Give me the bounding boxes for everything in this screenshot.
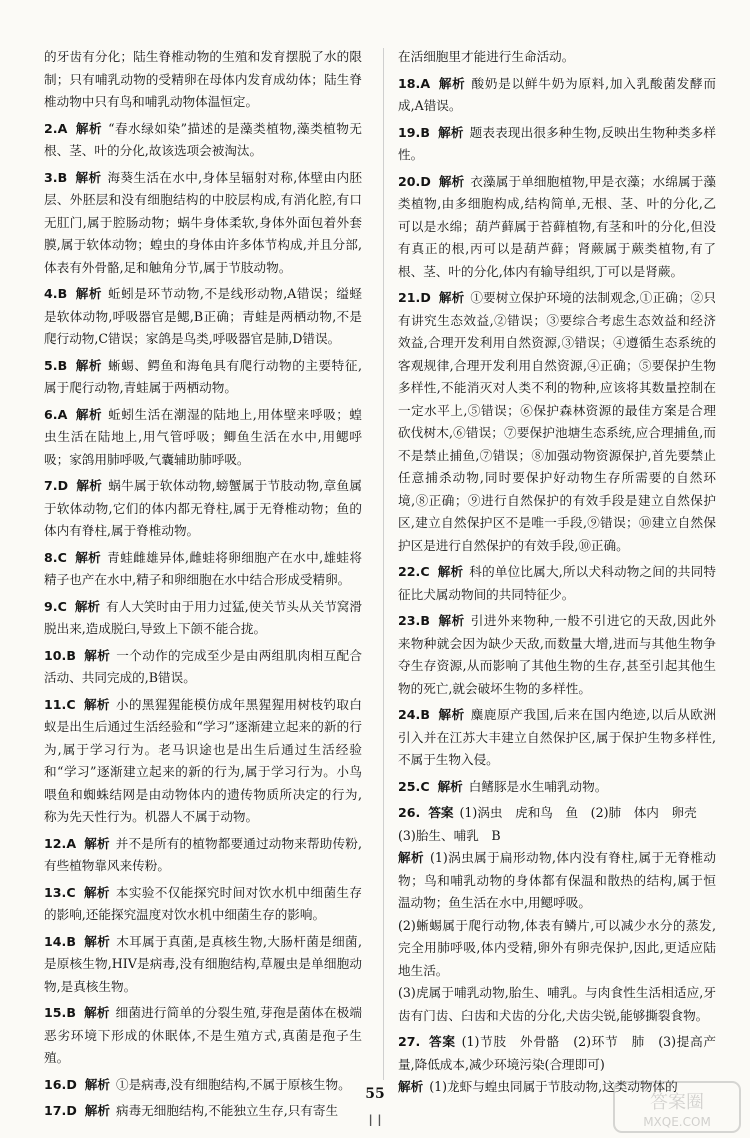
analysis-text: 细菌进行简单的分裂生殖,芽孢是菌体在极端恶劣环境下形成的休眠体,不是生殖方式,真菌是孢子生殖。 [44,1005,362,1065]
analysis-label: 解析 [83,933,111,949]
analysis-text: 引进外来物种,一般不引进它的天敌,因此外来物种就会因为缺少天敌,而数量大增,进而与其他生物争夺生存资源,从而影响了其他生物的生存,甚至引起其他生物的死亡,就会破坏生物的多样性。 [398,613,717,696]
question-19 [398,122,716,167]
answer-choice: B [420,707,430,722]
answer-choice: C [66,696,76,712]
analysis-label: 解析 [76,478,103,493]
continued-text [398,46,716,69]
answer-choice: B [420,613,430,628]
analysis-text: 本实验不仅能探究时间对饮水机中细菌生存的影响,还能探究温度对饮水机中细菌生存的影响。 [44,884,363,922]
answer-choice: D [420,290,431,305]
analysis-text: 木耳属于真菌,是真核生物,大肠杆菌是细菌,是原核生物,HIV是病毒,没有细胞结构,草履虫是单细胞动物,是真核生物。 [44,933,363,994]
question-22 [398,561,716,606]
analysis-label: 解析 [84,1076,110,1092]
analysis-label: 解析 [75,169,102,185]
question-number: 18. [398,75,421,91]
analysis-label: 解析 [438,173,465,189]
question-5 [44,355,362,400]
analysis-label: 解析 [438,75,466,91]
question-number: 21. [398,290,421,305]
question-23 [398,610,716,700]
answer-choice: C [66,884,76,900]
left-column [44,46,362,1127]
question-3 [44,167,362,280]
answer-choice: A [57,406,68,422]
analysis-text: 小的黑猩猩能模仿成年黑猩猩用树枝钓取白蚁是出生后通过生活经验和“学习”逐渐建立起来的新的行为,属于学习行为。老马识途也是出生后通过生活经验和“学习”逐渐建立起来的新的行为,属于学习行为。小鸟喂鱼和蜘蛛结网是由动物体内的遗传物质所决定的行为,称为先天性行为。机器人不属于动物。 [44,696,363,824]
bottom-mark: l l [368,1112,382,1130]
analysis-text: 在活细胞里才能进行生命活动。 [398,49,575,64]
answer-choice: B [66,933,76,949]
analysis-label: 解析 [437,124,464,140]
analysis-text: 有人大笑时由于用力过猛,使关节头从关节窝滑脱出来,造成脱臼,导致上下颌不能合拢。 [44,598,362,636]
answer-text: (1)节肢 外骨骼 (2)环节 肺 (3)提高产量,降低成本,减少环境污染(合理即可) [398,1034,716,1072]
question-24 [398,704,716,772]
analysis-text: 题表表现出很多种生物,反映出生物种类多样性。 [398,124,716,162]
answer-choice: C [420,564,430,579]
question-number: 25. [398,778,421,794]
question-number: 12. [44,835,67,851]
question-9 [44,596,362,641]
question-7 [44,475,362,543]
right-column [398,46,716,1103]
answer-text-line2: (3)胎生、哺乳 B [398,827,501,843]
analysis-label: 解析 [437,778,463,794]
analysis-text: 并不是所有的植物都要通过动物来帮助传粉,有些植物靠风来传粉。 [44,835,363,873]
question-number: 27. [398,1034,421,1049]
analysis-text: 科的单位比属大,所以犬科动物之间的共同特征比犬属动物间的共同特征少。 [398,564,716,602]
question-number: 11. [44,696,67,712]
question-number: 2. [44,120,58,136]
question-number: 13. [44,884,67,900]
question-25 [398,776,716,799]
continued-text [44,46,362,114]
analysis-text: 蜗牛属于软体动物,螃蟹属于节肢动物,章鱼属于软体动物,它们的体内都无脊柱,属于无脊椎动物；鱼的体内有脊柱,属于脊椎动物。 [44,478,362,538]
analysis-label: 解析 [74,549,102,565]
analysis-paragraph: (2)蜥蜴属于爬行动物,体表有鳞片,可以减少水分的蒸发,完全用肺呼吸,体内受精,卵外有卵壳保护,因此,更适应陆地生活。 [398,917,716,978]
question-number: 4. [44,286,58,301]
analysis-text: 衣藻属于单细胞植物,甲是衣藻；水绵属于藻类植物,由多细胞构成,结构简单,无根、茎、叶的分化,乙可以是水绵；葫芦藓属于苔藓植物,有茎和叶的分化,但没有真正的根,丙可以是葫芦藓；肾蕨属于蕨类植物,有了根、茎、叶的分化,体内有输导组织,丁可以是肾蕨。 [398,173,716,279]
question-number: 7. [44,478,58,493]
question-18 [398,73,716,118]
analysis-text: 麋鹿原产我国,后来在国内绝迹,以后从欧洲引入并在江苏大丰建立自然保护区,属于保护生物多样性,不属于生物入侵。 [398,707,717,767]
right-column-entries [398,46,716,798]
answer-choice: B [57,357,68,373]
analysis-label: 解析 [75,286,102,301]
answer-choice: B [420,124,430,140]
answer-choice: A [57,120,68,136]
question-26 [398,802,716,1027]
answer-choice: D [66,1103,77,1118]
answer-label: 答案 [428,805,454,820]
question-number: 22. [398,564,421,579]
question-number: 26. [398,805,421,820]
question-number: 9. [44,598,58,614]
question-number: 23. [398,613,421,628]
analysis-label: 解析 [398,1079,424,1094]
answer-text: (1)涡虫 虎和鸟 鱼 (2)肺 体内 卵壳 [459,805,697,820]
analysis-text: 青蛙雌雄异体,雌蛙将卵细胞产在水中,雄蛙将精子也产在水中,精子和卵细胞在水中结合形成受精卵。 [44,549,362,587]
analysis-label: 解析 [437,613,465,628]
question-4 [44,283,362,351]
analysis-text: ①是病毒,没有细胞结构,不属于原核生物。 [115,1076,351,1092]
analysis-text: 酸奶是以鲜牛奶为原料,加入乳酸菌发酵而成,A错误。 [398,75,716,113]
question-number: 8. [44,549,58,565]
analysis-label: 解析 [75,357,103,373]
watermark-text: 答案圈 [650,1092,704,1113]
question-number: 5. [44,357,58,373]
question-14 [44,931,362,999]
answer-choice: D [66,1076,77,1092]
question-20 [398,171,716,284]
analysis-label: 解析 [75,120,103,136]
analysis-label: 解析 [75,406,103,422]
answer-choice: B [57,169,68,185]
analysis-label: 解析 [83,884,110,900]
analysis-text: 一个动作的完成至少是由两组肌肉相互配合活动、共同完成的,B错误。 [44,647,363,685]
question-number: 17. [44,1103,67,1118]
analysis-label: 解析 [398,850,424,865]
answer-choice: A [420,75,431,91]
analysis-paragraph: (1)龙虾与蝗虫同属于节肢动物,这类动物体的 [429,1079,678,1094]
watermark-url: MXQE.COM [643,1115,711,1129]
answer-choice: C [420,778,430,794]
analysis-label: 解析 [83,1005,110,1020]
analysis-label: 解析 [437,564,464,579]
question-number: 19. [398,124,421,140]
question-8 [44,547,362,592]
question-12 [44,833,362,878]
question-number: 3. [44,169,58,185]
analysis-text: 白鳍豚是水生哺乳动物。 [468,778,608,794]
analysis-label: 解析 [83,647,111,663]
answer-choice: B [66,1005,76,1020]
answer-choice: D [57,478,69,493]
question-number: 16. [44,1076,67,1092]
analysis-label: 解析 [83,696,110,712]
analysis-paragraph: (1)涡虫属于扁形动物,体内没有脊柱,属于无脊椎动物；鸟和哺乳动物的身体都有保温和散热的结构,属于恒温动物；鱼生活在水中,用鳃呼吸。 [398,850,716,910]
question-15 [44,1002,362,1070]
question-number: 15. [44,1005,67,1020]
analysis-text: 的牙齿有分化；陆生脊椎动物的生殖和发育摆脱了水的限制；只有哺乳动物的受精卵在母体内发育成幼体；陆生脊椎动物中只有鸟和哺乳动物体温恒定。 [44,49,362,109]
question-2 [44,118,362,163]
question-10 [44,645,362,690]
question-number: 6. [44,406,58,422]
analysis-text: 蚯蚓是环节动物,不是线形动物,A错误；缢蛏是软体动物,呼吸器官是鳃,B正确；青蛙是两栖动物,不是爬行动物,C错误；家鸽是鸟类,呼吸器官是肺,D错误。 [44,286,363,346]
question-6 [44,404,362,472]
answer-choice: C [57,549,67,565]
question-number: 14. [44,933,67,949]
analysis-label: 解析 [84,1103,110,1118]
question-13 [44,882,362,927]
question-11 [44,694,362,829]
analysis-label: 解析 [74,598,101,614]
analysis-label: 解析 [84,835,110,851]
answer-choice: B [57,286,68,301]
question-number: 10. [44,647,67,663]
analysis-text: ①要树立保护环境的法制观念,①正确；②只有讲究生态效益,②错误；③要综合考虑生态效益和经济效益,合理开发利用自然资源,③错误；④遵循生态系统的客观规律,合理开发利用自然资源,④正确；⑤要保护生物多样性,不能消灭对人类不利的物种,应该将其数量控制在一定水平上,⑤错误；⑥保护森林资源的最佳方案是合理砍伐树木,⑥错误；⑦要保护池塘生态系统,应合理捕鱼,而不是禁止捕鱼,⑦错误；⑧加强动物资源保护,首先要禁止任意捕杀动物,同时要保护好动物生存所需要的自然环境,⑧正确；⑨进行自然保护的有效手段是建立自然保护区,建立自然保护区不是唯一手段,⑨错误；⑩建立自然保护区是进行自然保护的有效手段,⑩正确。 [398,290,716,553]
analysis-text: 蜥蜴、鳄鱼和海龟具有爬行动物的主要特征,属于爬行动物,青蛙属于两栖动物。 [44,357,362,395]
column-divider [383,48,384,1080]
page-number: 55 [365,1086,385,1102]
question-number: 20. [398,173,421,189]
analysis-text: 海葵生活在水中,身体呈辐射对称,体壁由内胚层、外胚层和没有细胞结构的中胶层构成,有消化腔,有口无肛门,属于腔肠动物；蜗牛身体柔软,身体外面包着外套膜,属于软体动物；蝗虫的身体由许多体节构成,并且分部,体表有外骨骼,足和触角分节,属于节肢动物。 [44,169,362,275]
watermark-logo [612,1080,742,1134]
answer-choice: D [420,173,431,189]
answer-choice: C [57,598,67,614]
question-21 [398,287,716,557]
answer-choice: B [66,647,76,663]
analysis-text: 病毒无细胞结构,不能独立生存,只有寄生 [115,1103,339,1118]
answer-choice: A [66,835,77,851]
analysis-label: 解析 [437,707,465,722]
question-number: 24. [398,707,421,722]
analysis-label: 解析 [438,290,465,305]
answer-label: 答案 [428,1034,456,1049]
analysis-paragraph: (3)虎属于哺乳动物,胎生、哺乳。与肉食性生活相适应,牙齿有门齿、臼齿和犬齿的分化,犬齿尖锐,能够撕裂食物。 [398,985,716,1023]
analysis-text: 蚯蚓生活在潮湿的陆地上,用体壁来呼吸；蝗虫生活在陆地上,用气管呼吸；鲫鱼生活在水中,用鳃呼吸；家鸽用肺呼吸,气囊辅助肺呼吸。 [44,406,362,467]
analysis-text: “春水绿如染”描述的是藻类植物,藻类植物无根、茎、叶的分化,故该选项会被淘汰。 [44,120,362,158]
